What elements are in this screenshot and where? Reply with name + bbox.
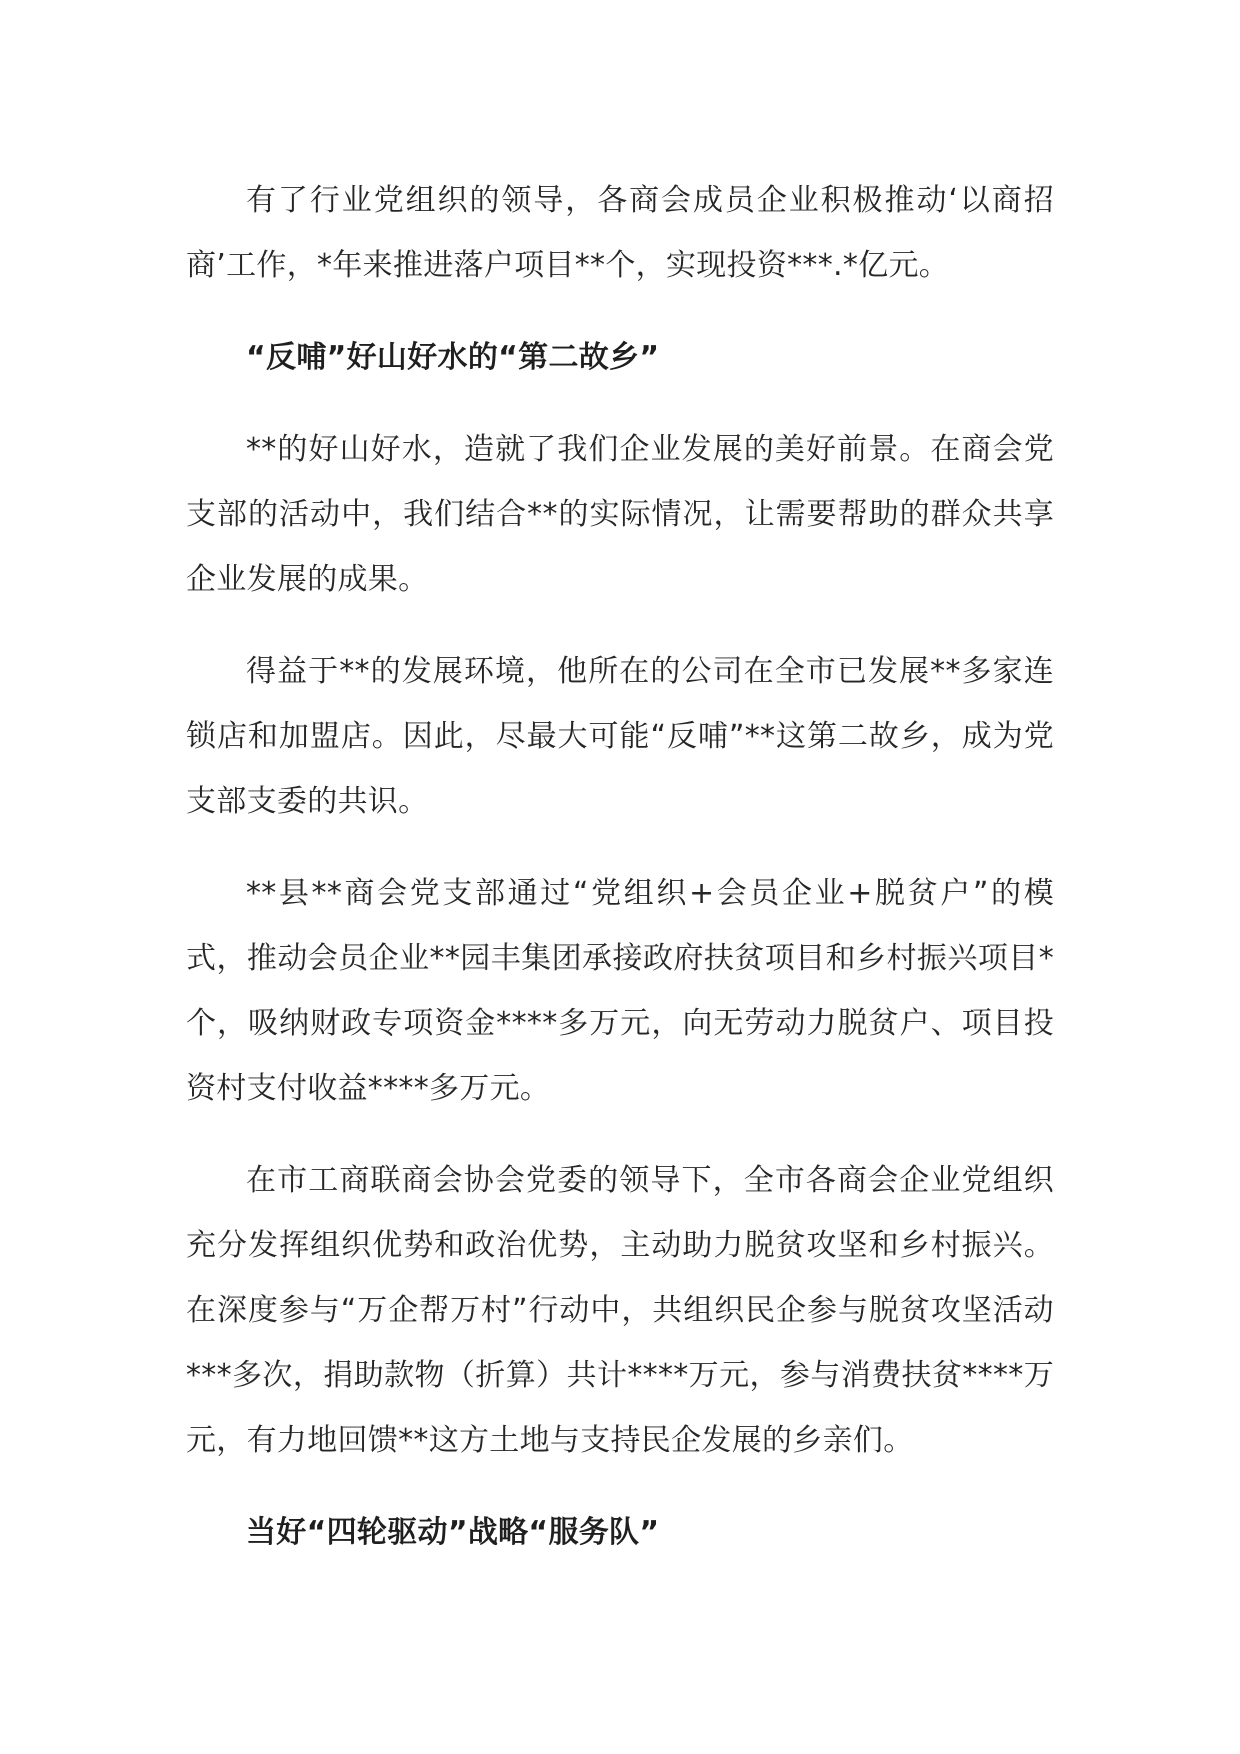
paragraph-village-assistance: 在市工商联商会协会党委的领导下，全市各商会企业党组织充分发挥组织优势和政治优势，主动助力脱贫攻坚和乡村振兴。在深度参与“万企帮万村”行动中，共组织民企参与脱贫攻坚活动***多次，捐助款物（折算）共计****万元，参与消费扶贫****万元，有力地回馈**这方土地与支持民企发展的乡亲们。 (186, 1163, 1054, 1458)
document-body (186, 168, 1054, 1592)
section-heading-second-hometown: “反哺”好山好水的“第二故乡” (246, 340, 660, 375)
paragraph-investment: 有了行业党组织的领导，各商会成员企业积极推动‘以商招商’工作，*年来推进落户项目**个，实现投资***.*亿元。 (186, 183, 1054, 283)
paragraph-poverty-projects: **县**商会党支部通过“党组织+会员企业+脱贫户”的模式，推动会员企业**园丰集团承接政府扶贫项目和乡村振兴项目*个，吸纳财政专项资金****多万元，向无劳动力脱贫户、项目投资村支付收益****多万元。 (186, 876, 1054, 1106)
section-heading-service-team: 当好“四轮驱动”战略“服务队” (246, 1515, 660, 1550)
paragraph-mountains-waters: **的好山好水，造就了我们企业发展的美好前景。在商会党支部的活动中，我们结合**的实际情况，让需要帮助的群众共享企业发展的成果。 (186, 432, 1054, 597)
paragraph-chain-stores: 得益于**的发展环境，他所在的公司在全市已发展**多家连锁店和加盟店。因此，尽最大可能“反哺”**这第二故乡，成为党支部支委的共识。 (186, 654, 1054, 819)
